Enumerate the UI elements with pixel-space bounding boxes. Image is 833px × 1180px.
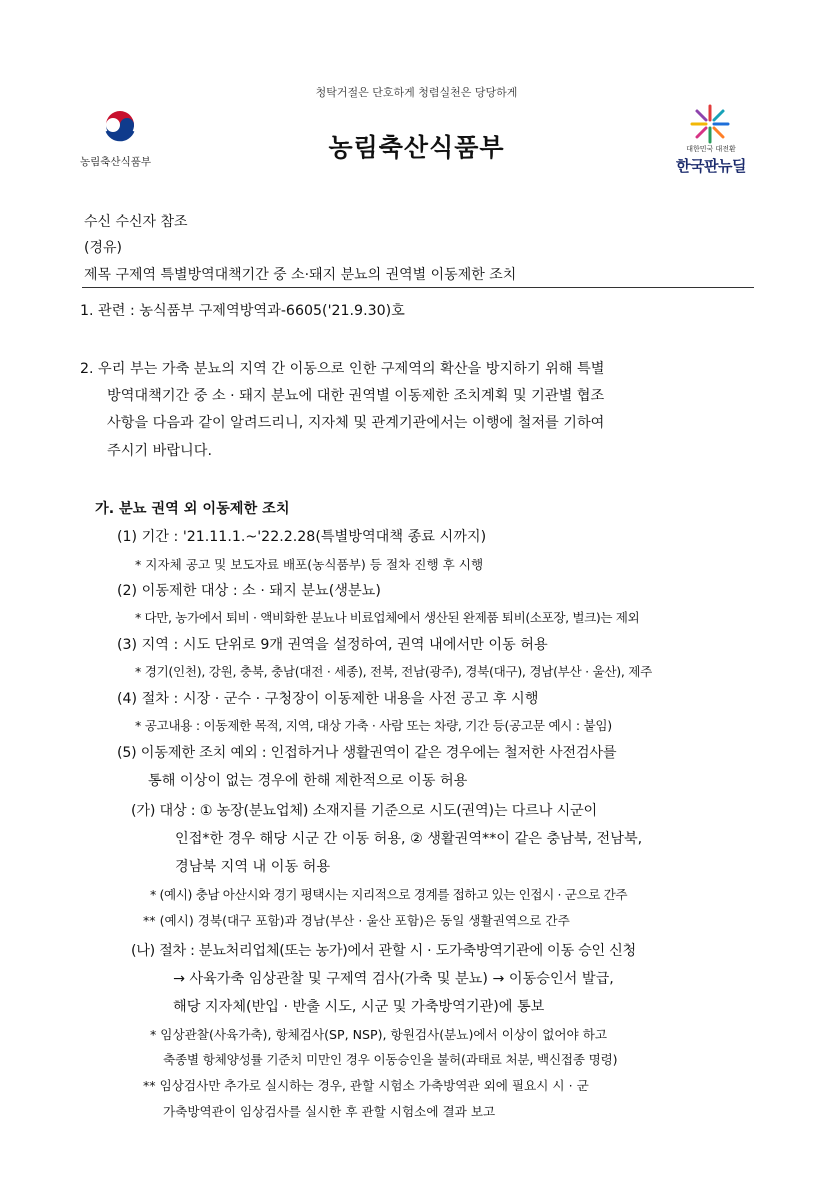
sub-na-note-1-line-1: * 임상관찰(사육가축), 항체검사(SP, NSP), 항원검사(분뇨)에서 이상이 없어야 하고 [150, 1027, 608, 1042]
subject: 제목 구제역 특별방역대책기간 중 소·돼지 분뇨의 권역별 이동제한 조치 [84, 267, 517, 283]
item-2-note: * 다만, 농가에서 퇴비 · 액비화한 분뇨나 비료업체에서 생산된 완제품 퇴비(소포장, 벌크)는 제외 [135, 610, 640, 625]
para-2-line-2: 방역대책기간 중 소 · 돼지 분뇨에 대한 권역별 이동제한 조치계획 및 기관별 협조 [107, 388, 605, 404]
section-ga-heading: 가. 분뇨 권역 외 이동제한 조치 [95, 501, 290, 517]
para-1: 1. 관련 : 농식품부 구제역방역과-6605('21.9.30)호 [80, 303, 405, 319]
sub-ga-line-2: 인접*한 경우 해당 시군 간 이동 허용, ② 생활권역**이 같은 충남북, 전남북, [175, 831, 643, 847]
sub-ga-line-3: 경남북 지역 내 이동 허용 [175, 859, 331, 875]
sub-na-line-2: → 사육가축 임상관찰 및 구제역 검사(가축 및 분뇨) → 이동승인서 발급, [173, 971, 614, 987]
item-5-line-1: (5) 이동제한 조치 예외 : 인접하거나 생활권역이 같은 경우에는 철저한 사전검사를 [117, 745, 617, 761]
item-1-note: * 지자체 공고 및 보도자료 배포(농식품부) 등 절차 진행 후 시행 [135, 557, 484, 572]
sub-na-note-1-line-2: 축종별 항체양성률 기준치 미만인 경우 이동승인을 불허(과태료 처분, 백신접종 명령) [163, 1052, 618, 1067]
subject-divider [82, 287, 754, 288]
item-3-note: * 경기(인천), 강원, 충북, 충남(대전 · 세종), 전북, 전남(광주), 경북(대구), 경남(부산 · 울산), 제주 [135, 664, 653, 679]
para-2-line-4: 주시기 바랍니다. [107, 443, 212, 459]
item-3: (3) 지역 : 시도 단위로 9개 권역을 설정하여, 권역 내에서만 이동 허용 [117, 637, 548, 653]
new-deal-star-icon [690, 104, 730, 144]
item-4-note: * 공고내용 : 이동제한 목적, 지역, 대상 가축 · 사람 또는 차량, 기간 등(공고문 예시 : 붙임) [135, 718, 612, 733]
item-4: (4) 절차 : 시장 · 군수 · 구청장이 이동제한 내용을 사전 공고 후 시행 [117, 691, 539, 707]
item-2: (2) 이동제한 대상 : 소 · 돼지 분뇨(생분뇨) [117, 583, 381, 599]
item-5-line-2: 통해 이상이 없는 경우에 한해 제한적으로 이동 허용 [148, 773, 468, 789]
sub-ga-line-1: (가) 대상 : ① 농장(분뇨업체) 소재지를 기준으로 시도(권역)는 다르나 시군이 [131, 803, 598, 819]
via: (경유) [84, 240, 122, 256]
recipient: 수신 수신자 참조 [84, 214, 188, 230]
new-deal-logo [668, 104, 764, 180]
sub-na-line-1: (나) 절차 : 분뇨처리업체(또는 농가)에서 관할 시 · 도가축방역기관에 이동 승인 신청 [131, 943, 636, 959]
sub-ga-note-2: ** (예시) 경북(대구 포함)과 경남(부산 · 울산 포함)은 동일 생활권역으로 간주 [143, 913, 570, 928]
new-deal-title: 한국판뉴딜 [676, 157, 746, 175]
para-2-line-1: 2. 우리 부는 가축 분뇨의 지역 간 이동으로 인한 구제역의 확산을 방지하기 위해 특별 [80, 361, 605, 377]
sub-na-line-3: 해당 지자체(반입 · 반출 시도, 시군 및 가축방역기관)에 통보 [173, 999, 545, 1015]
ministry-logo-caption: 농림축산식품부 [80, 156, 152, 168]
item-1: (1) 기간 : '21.11.1.~'22.2.28(특별방역대책 종료 시까지) [117, 529, 487, 545]
sub-na-note-2-line-1: ** 임상검사만 추가로 실시하는 경우, 관할 시험소 가축방역관 외에 필요시 시 · 군 [143, 1078, 589, 1093]
new-deal-subtitle: 대한민국 대전환 [686, 145, 736, 153]
org-title: 농림축산식품부 [328, 133, 505, 162]
slogan: 청탁거절은 단호하게 청렴실천은 당당하게 [315, 86, 518, 99]
sub-ga-note-1: * (예시) 충남 아산시와 경기 평택시는 지리적으로 경계를 접하고 있는 인접시 · 군으로 간주 [150, 887, 628, 902]
sub-na-note-2-line-2: 가축방역관이 임상검사를 실시한 후 관할 시험소에 결과 보고 [163, 1104, 496, 1119]
para-2-line-3: 사항을 다음과 같이 알려드리니, 지자체 및 관계기관에서는 이행에 철저를 기하여 [107, 415, 605, 431]
